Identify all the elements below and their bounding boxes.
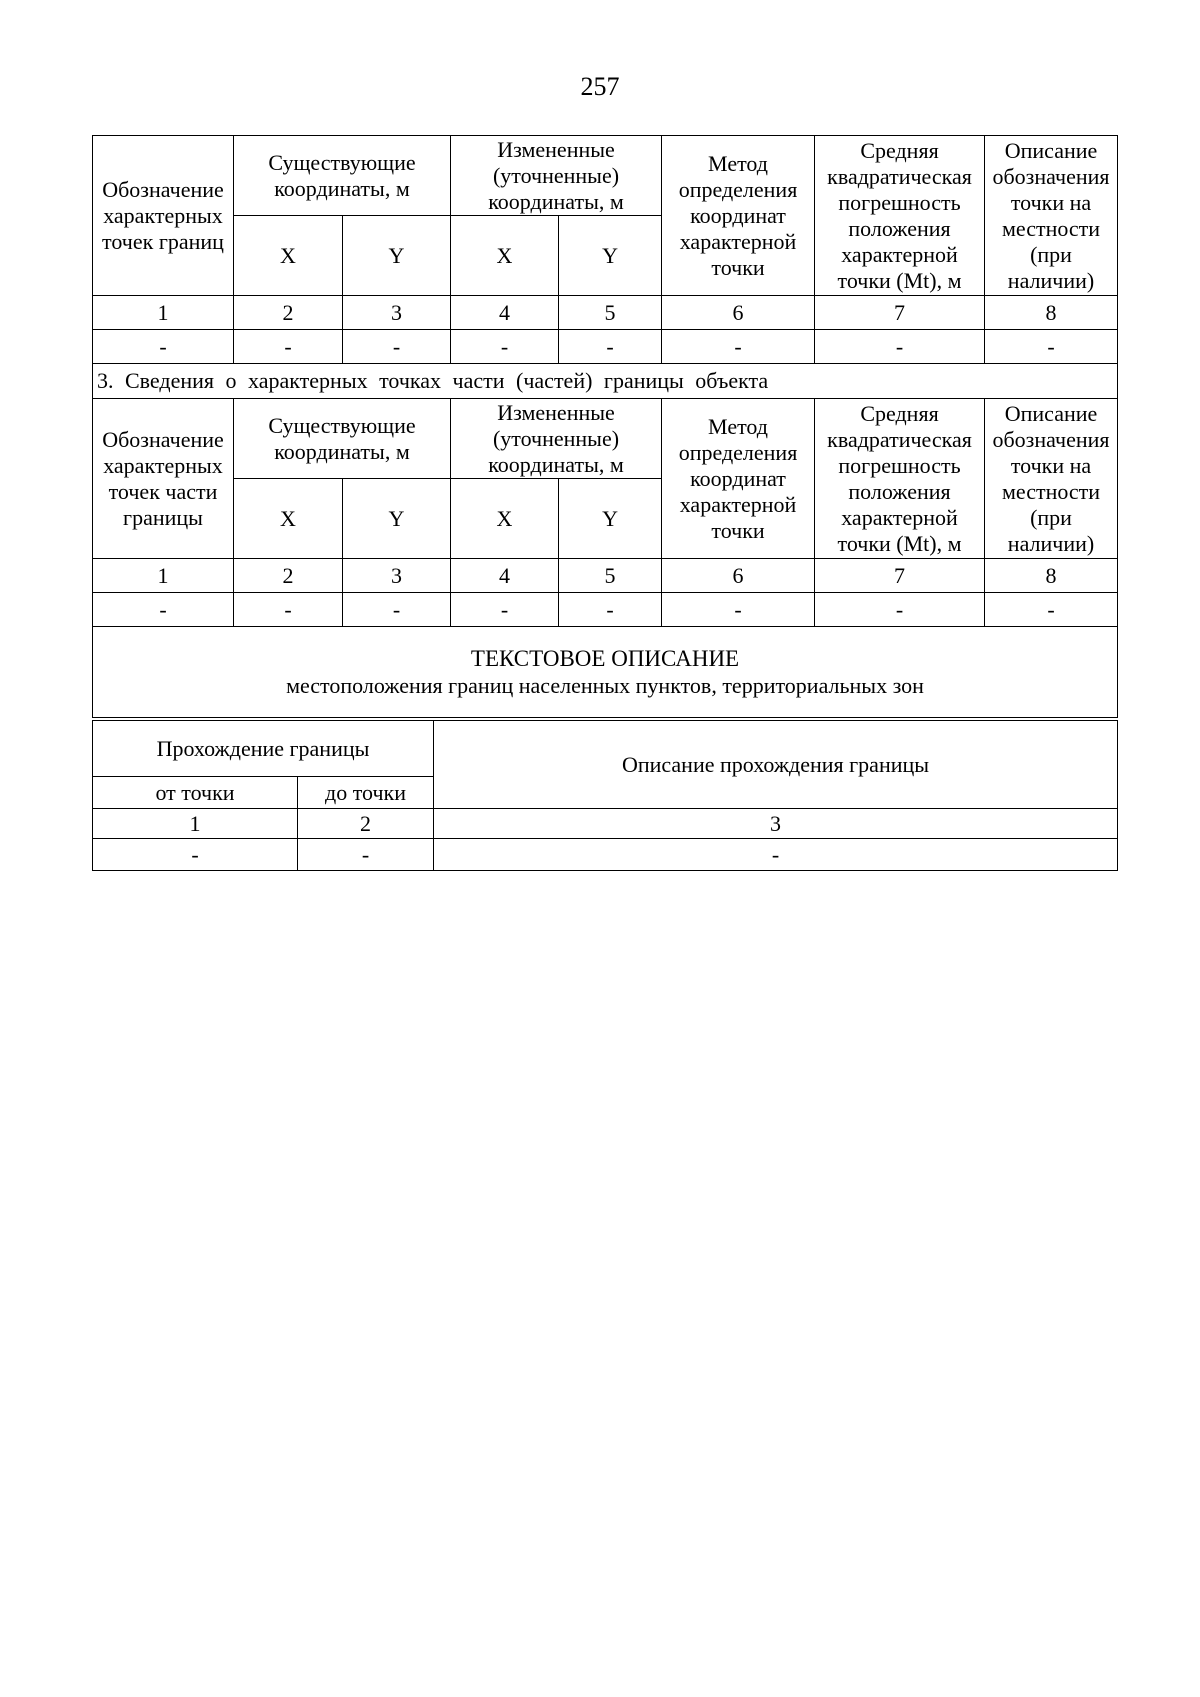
col-number: 2 [234,559,343,593]
empty-cell: - [662,593,815,627]
text-description-title: ТЕКСТОВОЕ ОПИСАНИЕ [470,646,740,671]
header-x: X [234,479,343,559]
header-point-designation: Обозначение характерных точек границ [93,136,234,296]
header-y: Y [559,479,662,559]
empty-cell: - [815,330,985,364]
header-y: Y [559,216,662,296]
header-point-description: Описание обозначения точки на местности (при наличии) [985,136,1118,296]
header-existing-coords: Существующие координаты, м [234,136,451,216]
header-point-description: Описание обозначения точки на местности (при наличии) [985,399,1118,559]
empty-cell: - [985,330,1118,364]
col-number: 3 [434,809,1118,839]
passage-table [92,720,1118,871]
col-number: 7 [815,296,985,330]
empty-cell: - [343,330,451,364]
col-number: 8 [985,296,1118,330]
empty-cell: - [93,330,234,364]
header-changed-coords: Измененные (уточненные) координаты, м [451,136,662,216]
col-number: 4 [451,296,559,330]
coordinates-table [92,135,1118,718]
col-number: 4 [451,559,559,593]
header-x: X [451,216,559,296]
empty-cell: - [434,839,1118,871]
header-x: X [451,479,559,559]
empty-cell: - [662,330,815,364]
empty-cell: - [815,593,985,627]
page-number: 257 [580,72,620,101]
empty-cell: - [298,839,434,871]
col-number: 3 [343,296,451,330]
header-from-point: от точки [93,777,298,809]
section-3-title: 3. Сведения о характерных точках части (частей) границы объекта [93,364,1118,399]
header-mt-error: Средняя квадратическая погрешность положения характерной точки (Mt), м [815,399,985,559]
empty-cell: - [343,593,451,627]
empty-cell: - [559,593,662,627]
col-number: 8 [985,559,1118,593]
col-number: 6 [662,296,815,330]
col-number: 1 [93,559,234,593]
header-passage: Прохождение границы [93,721,434,777]
header-passage-description: Описание прохождения границы [434,721,1118,809]
empty-cell: - [451,593,559,627]
empty-cell: - [451,330,559,364]
empty-cell: - [234,330,343,364]
col-number: 1 [93,296,234,330]
header-point-designation-part: Обозначение характерных точек части границы [93,399,234,559]
empty-cell: - [93,593,234,627]
header-method: Метод определения координат характерной точки [662,399,815,559]
empty-cell: - [559,330,662,364]
col-number: 6 [662,559,815,593]
empty-cell: - [985,593,1118,627]
header-changed-coords: Измененные (уточненные) координаты, м [451,399,662,479]
empty-cell: - [93,839,298,871]
col-number: 7 [815,559,985,593]
header-y: Y [343,216,451,296]
col-number: 5 [559,296,662,330]
text-description-block [93,627,1118,718]
text-description-subtitle: местоположения границ населенных пунктов, территориальных зон [286,673,924,698]
col-number: 3 [343,559,451,593]
header-mt-error: Средняя квадратическая погрешность положения характерной точки (Mt), м [815,136,985,296]
col-number: 2 [298,809,434,839]
header-method: Метод определения координат характерной точки [662,136,815,296]
empty-cell: - [234,593,343,627]
header-x: X [234,216,343,296]
header-y: Y [343,479,451,559]
col-number: 2 [234,296,343,330]
col-number: 5 [559,559,662,593]
col-number: 1 [93,809,298,839]
header-existing-coords: Существующие координаты, м [234,399,451,479]
header-to-point: до точки [298,777,434,809]
